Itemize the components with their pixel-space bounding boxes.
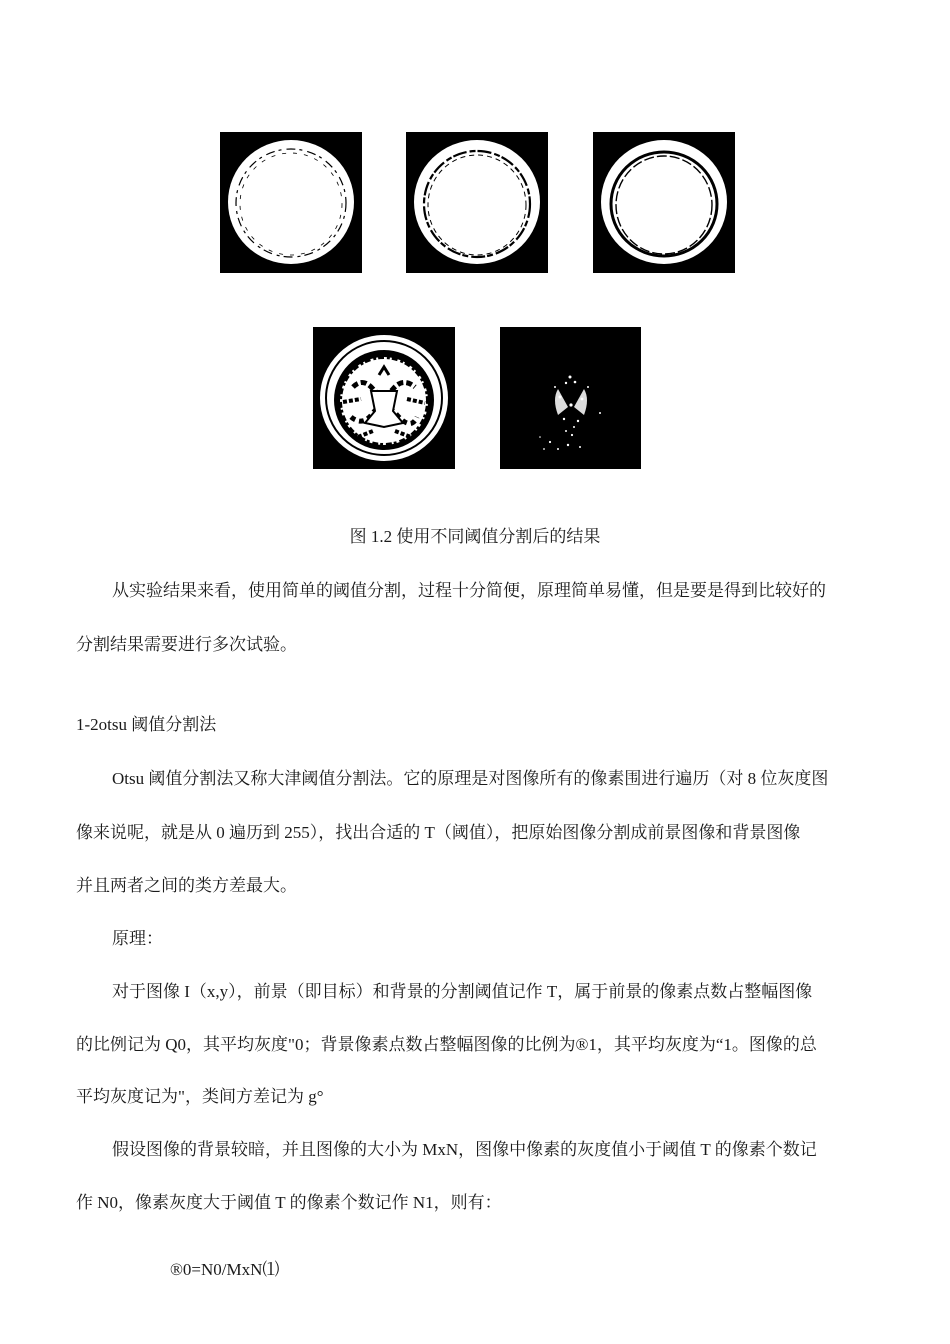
threshold-result-image-3 [593, 132, 735, 273]
paragraph-2-line-1: Otsu 阈值分割法又称大津阈值分割法。它的原理是对图像所有的像素围进行遍历（对 8 位灰度图 [112, 769, 829, 788]
figure-caption: 图 1.2 使用不同阈值分割后的结果 [349, 527, 601, 546]
threshold-result-image-4 [313, 327, 455, 469]
threshold-result-image-5 [500, 327, 641, 469]
section-heading: 1-2otsu 阈值分割法 [76, 715, 217, 734]
formula-1: ®0=N0/MxN⑴ [170, 1260, 280, 1279]
paragraph-3-line-1: 对于图像 I（x,y），前景（即目标）和背景的分割阈值记作 T，属于前景的像素点数占整幅图像 [112, 982, 813, 1001]
paragraph-4-line-1: 假设图像的背景较暗，并且图像的大小为 MxN，图像中像素的灰度值小于阈值 T 的像素个数记 [112, 1140, 817, 1159]
paragraph-1-line-2: 分割结果需要进行多次试验。 [76, 635, 297, 654]
paragraph-4-line-2: 作 N0，像素灰度大于阈值 T 的像素个数记作 N1，则有： [76, 1193, 502, 1212]
threshold-result-image-1 [220, 132, 362, 273]
principle-label: 原理： [112, 929, 163, 948]
paragraph-1-line-1: 从实验结果来看，使用简单的阈值分割，过程十分简便，原理简单易懂，但是要是得到比较好的 [112, 581, 826, 600]
paragraph-3-line-3: 平均灰度记为"，类间方差记为 g° [76, 1087, 324, 1106]
paragraph-2-line-2: 像来说呢，就是从 0 遍历到 255），找出合适的 T（阈值），把原始图像分割成前景图像和背景图像 [76, 823, 801, 842]
threshold-result-image-2 [406, 132, 548, 273]
paragraph-2-line-3: 并且两者之间的类方差最大。 [76, 876, 297, 895]
paragraph-3-line-2: 的比例记为 Q0，其平均灰度"0；背景像素点数占整幅图像的比例为®1，其平均灰度为“1。图像的总 [76, 1035, 817, 1054]
